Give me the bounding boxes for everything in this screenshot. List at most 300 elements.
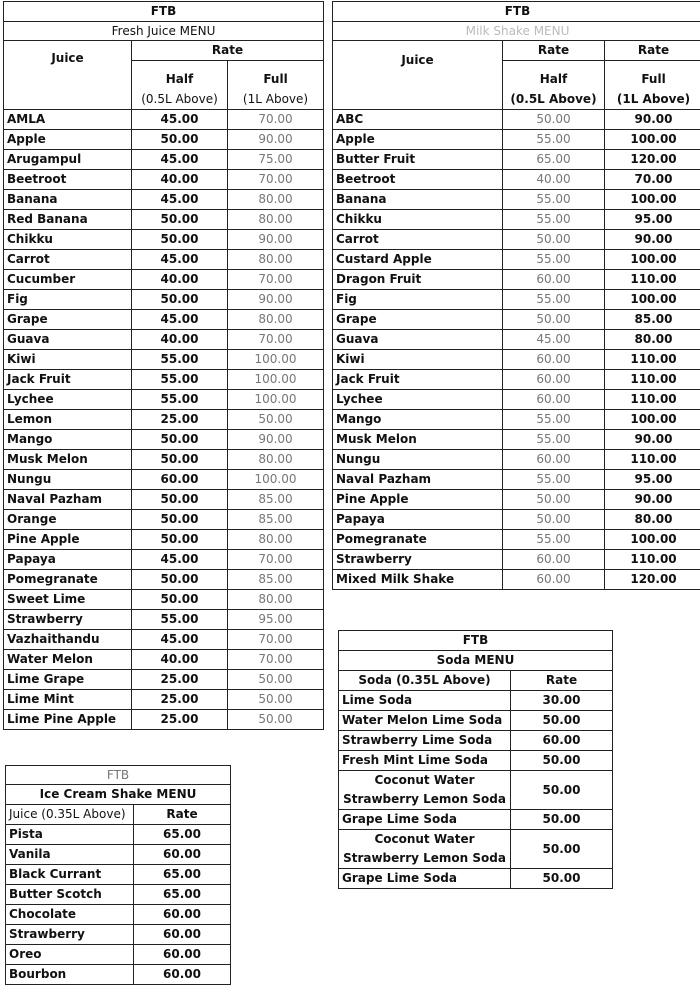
icecream-name: Black Currant bbox=[6, 865, 134, 885]
juice-half-price: 55.00 bbox=[132, 390, 228, 410]
milkshake-half-price: 50.00 bbox=[503, 510, 605, 530]
juice-half-price: 50.00 bbox=[132, 130, 228, 150]
table-row bbox=[4, 470, 324, 490]
milkshake-half-price: 55.00 bbox=[503, 430, 605, 450]
soda-name: Grape Lime Soda bbox=[339, 810, 511, 830]
icecream-name: Oreo bbox=[6, 945, 134, 965]
juice-full-price: 70.00 bbox=[228, 110, 324, 130]
juice-full-price: 80.00 bbox=[228, 590, 324, 610]
table-row bbox=[333, 430, 700, 450]
milkshake-col-rate-half: Rate bbox=[503, 41, 605, 61]
milkshake-col-half-label: Half bbox=[539, 72, 568, 86]
soda-name bbox=[339, 830, 511, 869]
juice-full-price: 80.00 bbox=[228, 210, 324, 230]
juice-name: Musk Melon bbox=[4, 450, 132, 470]
milkshake-menu-title: Milk Shake MENU bbox=[333, 22, 700, 41]
milkshake-half-price: 60.00 bbox=[503, 390, 605, 410]
table-row bbox=[333, 250, 700, 270]
soda-price: 50.00 bbox=[511, 830, 613, 869]
table-row bbox=[333, 270, 700, 290]
icecream-menu-title: Ice Cream Shake MENU bbox=[6, 785, 231, 805]
soda-price: 50.00 bbox=[511, 751, 613, 771]
milkshake-full-price: 90.00 bbox=[605, 110, 700, 130]
soda-col-item: Soda (0.35L Above) bbox=[339, 671, 511, 691]
juice-full-price: 100.00 bbox=[228, 370, 324, 390]
juice-full-price: 80.00 bbox=[228, 310, 324, 330]
milkshake-col-item: Juice bbox=[333, 41, 503, 110]
table-row bbox=[339, 711, 613, 731]
juice-half-price: 50.00 bbox=[132, 290, 228, 310]
juice-name: Cucumber bbox=[4, 270, 132, 290]
table-row bbox=[6, 925, 231, 945]
juice-half-price: 25.00 bbox=[132, 410, 228, 430]
soda-name: Fresh Mint Lime Soda bbox=[339, 751, 511, 771]
juice-name: Sweet Lime bbox=[4, 590, 132, 610]
table-row bbox=[333, 110, 700, 130]
juice-col-full-label: Full bbox=[263, 72, 288, 86]
icecream-price: 60.00 bbox=[134, 925, 231, 945]
table-row bbox=[333, 370, 700, 390]
milkshake-half-price: 60.00 bbox=[503, 350, 605, 370]
milkshake-full-price: 100.00 bbox=[605, 130, 700, 150]
table-row bbox=[4, 410, 324, 430]
soda-menu-title: Soda MENU bbox=[339, 651, 613, 671]
juice-menu-title: Fresh Juice MENU bbox=[4, 22, 324, 41]
milkshake-half-price: 65.00 bbox=[503, 150, 605, 170]
juice-name: Chikku bbox=[4, 230, 132, 250]
table-row bbox=[4, 110, 324, 130]
juice-col-half-label: Half bbox=[165, 72, 194, 86]
icecream-price: 60.00 bbox=[134, 965, 231, 985]
table-row bbox=[4, 150, 324, 170]
juice-full-price: 100.00 bbox=[228, 470, 324, 490]
juice-half-price: 45.00 bbox=[132, 550, 228, 570]
milkshake-name: Nungu bbox=[333, 450, 503, 470]
milkshake-full-price: 110.00 bbox=[605, 550, 700, 570]
juice-half-price: 40.00 bbox=[132, 170, 228, 190]
milkshake-half-price: 60.00 bbox=[503, 450, 605, 470]
table-row bbox=[4, 230, 324, 250]
milkshake-name: Pomegranate bbox=[333, 530, 503, 550]
table-row bbox=[333, 570, 700, 590]
table-row bbox=[333, 130, 700, 150]
soda-col-rate: Rate bbox=[511, 671, 613, 691]
table-row bbox=[4, 690, 324, 710]
table-row bbox=[4, 510, 324, 530]
milkshake-name: Beetroot bbox=[333, 170, 503, 190]
milkshake-full-price: 100.00 bbox=[605, 190, 700, 210]
juice-full-price: 100.00 bbox=[228, 350, 324, 370]
icecream-name: Chocolate bbox=[6, 905, 134, 925]
juice-full-price: 80.00 bbox=[228, 250, 324, 270]
milkshake-half-price: 55.00 bbox=[503, 210, 605, 230]
juice-name: Vazhaithandu bbox=[4, 630, 132, 650]
milkshake-name: Mixed Milk Shake bbox=[333, 570, 503, 590]
milkshake-full-price: 100.00 bbox=[605, 250, 700, 270]
table-row bbox=[6, 965, 231, 985]
table-row bbox=[339, 751, 613, 771]
juice-half-price: 50.00 bbox=[132, 590, 228, 610]
milkshake-full-price: 95.00 bbox=[605, 210, 700, 230]
juice-half-price: 50.00 bbox=[132, 450, 228, 470]
milkshake-name: Musk Melon bbox=[333, 430, 503, 450]
juice-name: Apple bbox=[4, 130, 132, 150]
juice-name: Kiwi bbox=[4, 350, 132, 370]
icecream-name: Strawberry bbox=[6, 925, 134, 945]
juice-half-price: 50.00 bbox=[132, 530, 228, 550]
milkshake-name: ABC bbox=[333, 110, 503, 130]
milkshake-half-price: 50.00 bbox=[503, 110, 605, 130]
milkshake-half-price: 50.00 bbox=[503, 310, 605, 330]
milkshake-half-price: 55.00 bbox=[503, 530, 605, 550]
juice-half-price: 40.00 bbox=[132, 330, 228, 350]
juice-half-price: 50.00 bbox=[132, 570, 228, 590]
table-row bbox=[333, 290, 700, 310]
milkshake-full-price: 80.00 bbox=[605, 510, 700, 530]
milkshake-col-half-sub: (0.5L Above) bbox=[510, 92, 597, 106]
icecream-price: 65.00 bbox=[134, 865, 231, 885]
juice-half-price: 50.00 bbox=[132, 230, 228, 250]
milkshake-name: Carrot bbox=[333, 230, 503, 250]
table-row bbox=[333, 210, 700, 230]
milkshake-name: Butter Fruit bbox=[333, 150, 503, 170]
juice-half-price: 40.00 bbox=[132, 270, 228, 290]
table-row bbox=[333, 490, 700, 510]
juice-name: Water Melon bbox=[4, 650, 132, 670]
table-row bbox=[4, 550, 324, 570]
table-row bbox=[4, 350, 324, 370]
milkshake-col-full-sub: (1L Above) bbox=[616, 92, 691, 106]
milkshake-name: Dragon Fruit bbox=[333, 270, 503, 290]
table-row bbox=[333, 530, 700, 550]
milkshake-name: Mango bbox=[333, 410, 503, 430]
table-row bbox=[6, 845, 231, 865]
milkshake-name: Grape bbox=[333, 310, 503, 330]
icecream-price: 65.00 bbox=[134, 825, 231, 845]
table-row bbox=[6, 905, 231, 925]
milkshake-full-price: 100.00 bbox=[605, 290, 700, 310]
table-row bbox=[4, 590, 324, 610]
table-row bbox=[333, 330, 700, 350]
table-row bbox=[333, 450, 700, 470]
juice-full-price: 70.00 bbox=[228, 330, 324, 350]
soda-price: 50.00 bbox=[511, 869, 613, 889]
juice-name: Arugampul bbox=[4, 150, 132, 170]
milkshake-name: Apple bbox=[333, 130, 503, 150]
juice-full-price: 50.00 bbox=[228, 710, 324, 730]
milkshake-full-price: 110.00 bbox=[605, 270, 700, 290]
soda-name bbox=[339, 771, 511, 810]
milkshake-name: Jack Fruit bbox=[333, 370, 503, 390]
table-row bbox=[4, 290, 324, 310]
table-row bbox=[4, 250, 324, 270]
juice-name: Carrot bbox=[4, 250, 132, 270]
juice-half-price: 50.00 bbox=[132, 510, 228, 530]
juice-full-price: 85.00 bbox=[228, 570, 324, 590]
juice-name: Lime Grape bbox=[4, 670, 132, 690]
table-row bbox=[4, 670, 324, 690]
table-row bbox=[4, 330, 324, 350]
juice-half-price: 55.00 bbox=[132, 370, 228, 390]
table-row bbox=[333, 350, 700, 370]
milkshake-col-half bbox=[503, 61, 605, 110]
icecream-col-item: Juice (0.35L Above) bbox=[6, 805, 134, 825]
milkshake-half-price: 50.00 bbox=[503, 490, 605, 510]
icecream-brand: FTB bbox=[6, 766, 231, 785]
juice-full-price: 80.00 bbox=[228, 450, 324, 470]
soda-name-line2: Strawberry Lemon Soda bbox=[343, 851, 506, 865]
juice-full-price: 80.00 bbox=[228, 190, 324, 210]
juice-full-price: 85.00 bbox=[228, 510, 324, 530]
table-row bbox=[339, 830, 613, 869]
icecream-col-rate: Rate bbox=[134, 805, 231, 825]
milkshake-half-price: 45.00 bbox=[503, 330, 605, 350]
table-row bbox=[4, 450, 324, 470]
table-row bbox=[4, 610, 324, 630]
juice-name: Mango bbox=[4, 430, 132, 450]
soda-name-line1: Coconut Water bbox=[374, 832, 475, 846]
juice-half-price: 55.00 bbox=[132, 610, 228, 630]
milkshake-half-price: 60.00 bbox=[503, 370, 605, 390]
icecream-price: 60.00 bbox=[134, 905, 231, 925]
milkshake-full-price: 100.00 bbox=[605, 410, 700, 430]
juice-name: Grape bbox=[4, 310, 132, 330]
juice-name: Red Banana bbox=[4, 210, 132, 230]
milkshake-half-price: 55.00 bbox=[503, 250, 605, 270]
milkshake-name: Fig bbox=[333, 290, 503, 310]
table-row bbox=[4, 530, 324, 550]
milk-shake-menu-table bbox=[332, 1, 700, 590]
table-row bbox=[4, 710, 324, 730]
juice-name: Pine Apple bbox=[4, 530, 132, 550]
juice-full-price: 75.00 bbox=[228, 150, 324, 170]
soda-price: 60.00 bbox=[511, 731, 613, 751]
juice-name: Strawberry bbox=[4, 610, 132, 630]
milkshake-half-price: 55.00 bbox=[503, 190, 605, 210]
juice-col-full bbox=[228, 61, 324, 110]
icecream-price: 60.00 bbox=[134, 845, 231, 865]
milkshake-name: Banana bbox=[333, 190, 503, 210]
soda-price: 50.00 bbox=[511, 810, 613, 830]
table-row bbox=[4, 190, 324, 210]
table-row bbox=[333, 410, 700, 430]
soda-price: 30.00 bbox=[511, 691, 613, 711]
milkshake-name: Pine Apple bbox=[333, 490, 503, 510]
ice-cream-shake-menu-table bbox=[5, 765, 231, 985]
milkshake-name: Naval Pazham bbox=[333, 470, 503, 490]
juice-half-price: 50.00 bbox=[132, 430, 228, 450]
milkshake-col-rate-full: Rate bbox=[605, 41, 700, 61]
table-row bbox=[339, 771, 613, 810]
milkshake-name: Custard Apple bbox=[333, 250, 503, 270]
table-row bbox=[333, 170, 700, 190]
juice-full-price: 50.00 bbox=[228, 690, 324, 710]
juice-col-half bbox=[132, 61, 228, 110]
juice-half-price: 25.00 bbox=[132, 670, 228, 690]
soda-price: 50.00 bbox=[511, 771, 613, 810]
juice-full-price: 70.00 bbox=[228, 270, 324, 290]
juice-half-price: 50.00 bbox=[132, 210, 228, 230]
milkshake-name: Guava bbox=[333, 330, 503, 350]
juice-full-price: 70.00 bbox=[228, 550, 324, 570]
milkshake-half-price: 55.00 bbox=[503, 130, 605, 150]
milkshake-full-price: 110.00 bbox=[605, 370, 700, 390]
soda-name: Strawberry Lime Soda bbox=[339, 731, 511, 751]
juice-name: Orange bbox=[4, 510, 132, 530]
icecream-name: Vanila bbox=[6, 845, 134, 865]
soda-price: 50.00 bbox=[511, 711, 613, 731]
juice-full-price: 100.00 bbox=[228, 390, 324, 410]
table-row bbox=[4, 270, 324, 290]
table-row bbox=[4, 310, 324, 330]
juice-name: Banana bbox=[4, 190, 132, 210]
juice-full-price: 70.00 bbox=[228, 650, 324, 670]
milkshake-name: Lychee bbox=[333, 390, 503, 410]
table-row bbox=[333, 190, 700, 210]
juice-name: Jack Fruit bbox=[4, 370, 132, 390]
soda-name: Lime Soda bbox=[339, 691, 511, 711]
milkshake-brand: FTB bbox=[333, 2, 700, 22]
juice-full-price: 95.00 bbox=[228, 610, 324, 630]
table-row bbox=[4, 570, 324, 590]
table-row bbox=[6, 885, 231, 905]
milkshake-full-price: 110.00 bbox=[605, 450, 700, 470]
juice-full-price: 90.00 bbox=[228, 430, 324, 450]
fresh-juice-menu-table bbox=[3, 1, 324, 730]
juice-half-price: 25.00 bbox=[132, 710, 228, 730]
soda-menu-table bbox=[338, 630, 613, 889]
milkshake-full-price: 70.00 bbox=[605, 170, 700, 190]
soda-name-line2: Strawberry Lemon Soda bbox=[343, 792, 506, 806]
juice-name: Lemon bbox=[4, 410, 132, 430]
juice-half-price: 25.00 bbox=[132, 690, 228, 710]
juice-half-price: 45.00 bbox=[132, 630, 228, 650]
juice-half-price: 45.00 bbox=[132, 190, 228, 210]
juice-col-rate: Rate bbox=[132, 41, 324, 61]
juice-half-price: 40.00 bbox=[132, 650, 228, 670]
juice-col-full-sub: (1L Above) bbox=[242, 92, 309, 106]
milkshake-full-price: 110.00 bbox=[605, 350, 700, 370]
milkshake-half-price: 50.00 bbox=[503, 230, 605, 250]
milkshake-half-price: 40.00 bbox=[503, 170, 605, 190]
icecream-name: Pista bbox=[6, 825, 134, 845]
juice-col-item: Juice bbox=[4, 41, 132, 110]
milkshake-half-price: 55.00 bbox=[503, 410, 605, 430]
milkshake-half-price: 60.00 bbox=[503, 570, 605, 590]
icecream-name: Bourbon bbox=[6, 965, 134, 985]
juice-full-price: 90.00 bbox=[228, 130, 324, 150]
juice-full-price: 80.00 bbox=[228, 530, 324, 550]
milkshake-full-price: 110.00 bbox=[605, 390, 700, 410]
icecream-price: 60.00 bbox=[134, 945, 231, 965]
juice-full-price: 50.00 bbox=[228, 410, 324, 430]
milkshake-full-price: 90.00 bbox=[605, 490, 700, 510]
milkshake-name: Chikku bbox=[333, 210, 503, 230]
milkshake-full-price: 80.00 bbox=[605, 330, 700, 350]
table-row bbox=[333, 510, 700, 530]
milkshake-full-price: 95.00 bbox=[605, 470, 700, 490]
juice-half-price: 45.00 bbox=[132, 110, 228, 130]
milkshake-full-price: 120.00 bbox=[605, 570, 700, 590]
table-row bbox=[4, 650, 324, 670]
juice-name: AMLA bbox=[4, 110, 132, 130]
table-row bbox=[339, 810, 613, 830]
juice-name: Guava bbox=[4, 330, 132, 350]
table-row bbox=[4, 170, 324, 190]
milkshake-half-price: 55.00 bbox=[503, 470, 605, 490]
milkshake-full-price: 100.00 bbox=[605, 530, 700, 550]
soda-name: Grape Lime Soda bbox=[339, 869, 511, 889]
juice-name: Pomegranate bbox=[4, 570, 132, 590]
juice-half-price: 45.00 bbox=[132, 150, 228, 170]
juice-name: Nungu bbox=[4, 470, 132, 490]
table-row bbox=[339, 691, 613, 711]
juice-full-price: 50.00 bbox=[228, 670, 324, 690]
juice-name: Lime Pine Apple bbox=[4, 710, 132, 730]
table-row bbox=[333, 310, 700, 330]
milkshake-half-price: 55.00 bbox=[503, 290, 605, 310]
milkshake-name: Papaya bbox=[333, 510, 503, 530]
table-row bbox=[333, 470, 700, 490]
milkshake-col-full-label: Full bbox=[641, 72, 666, 86]
table-row bbox=[6, 945, 231, 965]
juice-col-half-sub: (0.5L Above) bbox=[141, 92, 218, 106]
icecream-price: 65.00 bbox=[134, 885, 231, 905]
milkshake-full-price: 90.00 bbox=[605, 430, 700, 450]
milkshake-full-price: 85.00 bbox=[605, 310, 700, 330]
table-row bbox=[333, 390, 700, 410]
juice-full-price: 90.00 bbox=[228, 290, 324, 310]
icecream-name: Butter Scotch bbox=[6, 885, 134, 905]
milkshake-full-price: 120.00 bbox=[605, 150, 700, 170]
table-row bbox=[6, 865, 231, 885]
juice-name: Lychee bbox=[4, 390, 132, 410]
table-row bbox=[4, 390, 324, 410]
table-row bbox=[4, 210, 324, 230]
milkshake-half-price: 60.00 bbox=[503, 550, 605, 570]
juice-half-price: 50.00 bbox=[132, 490, 228, 510]
table-row bbox=[333, 550, 700, 570]
juice-half-price: 60.00 bbox=[132, 470, 228, 490]
juice-name: Lime Mint bbox=[4, 690, 132, 710]
table-row bbox=[339, 731, 613, 751]
table-row bbox=[333, 230, 700, 250]
juice-full-price: 90.00 bbox=[228, 230, 324, 250]
table-row bbox=[6, 825, 231, 845]
table-row bbox=[4, 490, 324, 510]
table-row bbox=[4, 370, 324, 390]
juice-name: Naval Pazham bbox=[4, 490, 132, 510]
milkshake-full-price: 90.00 bbox=[605, 230, 700, 250]
milkshake-col-full bbox=[605, 61, 700, 110]
juice-name: Beetroot bbox=[4, 170, 132, 190]
table-row bbox=[4, 430, 324, 450]
juice-name: Papaya bbox=[4, 550, 132, 570]
juice-half-price: 55.00 bbox=[132, 350, 228, 370]
juice-brand: FTB bbox=[4, 2, 324, 22]
soda-name-line1: Coconut Water bbox=[374, 773, 475, 787]
milkshake-half-price: 60.00 bbox=[503, 270, 605, 290]
milkshake-name: Strawberry bbox=[333, 550, 503, 570]
juice-half-price: 45.00 bbox=[132, 310, 228, 330]
table-row bbox=[4, 630, 324, 650]
table-row bbox=[339, 869, 613, 889]
juice-full-price: 70.00 bbox=[228, 630, 324, 650]
table-row bbox=[333, 150, 700, 170]
juice-full-price: 70.00 bbox=[228, 170, 324, 190]
soda-name: Water Melon Lime Soda bbox=[339, 711, 511, 731]
table-row bbox=[4, 130, 324, 150]
